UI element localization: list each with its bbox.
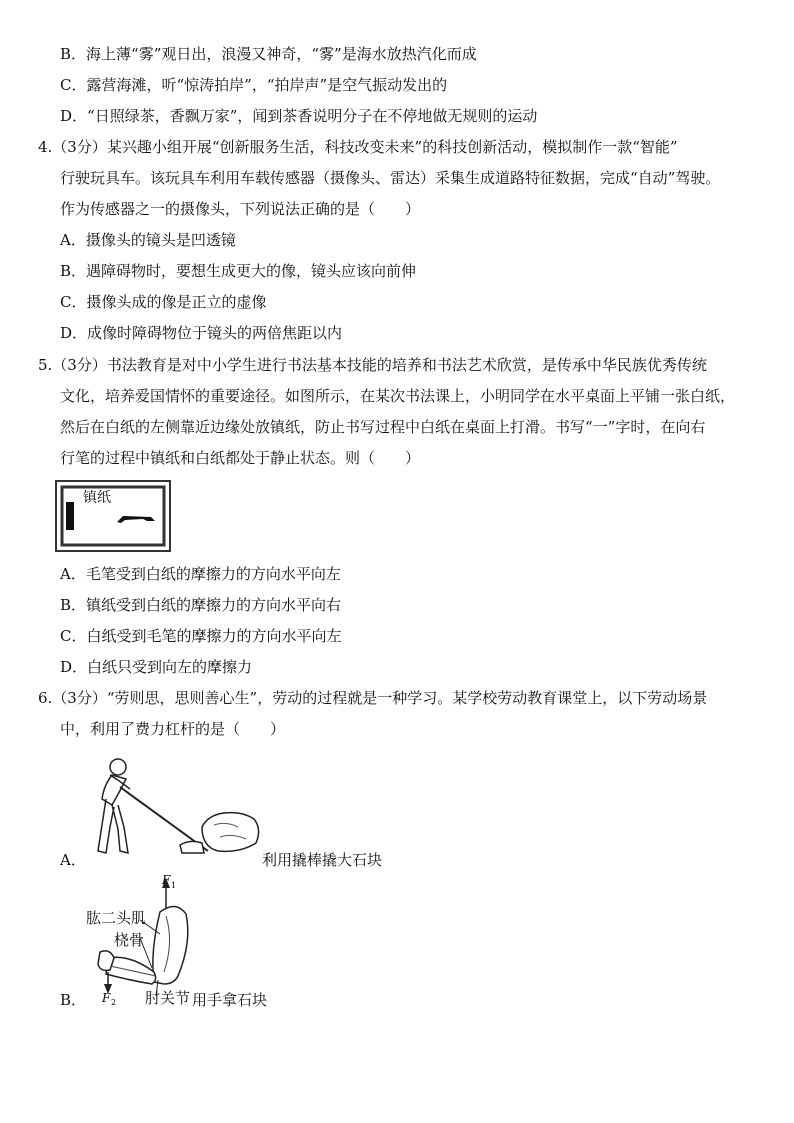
q4-stem-line3: 作为传感器之一的摄像头，下列说法正确的是（ ） [60,200,421,218]
q5-option-b: B．镇纸受到白纸的摩擦力的方向水平向右 [60,596,342,614]
q6-option-b-caption: 用手拿石块 [192,991,268,1009]
q6-stem-line1: 6.（3分）“劳则思，思则善心生”，劳动的过程就是一种学习。某学校劳动教育课堂上，以下劳动场景 [38,689,708,707]
q4-option-d: D．成像时障碍物位于镜头的两倍焦距以内 [60,324,343,342]
svg-text:2: 2 [111,998,117,1007]
q4-option-b: B．遇障碍物时，要想生成更大的像，镜头应该向前伸 [60,262,417,280]
calligraphy-desk-figure [55,480,171,552]
q6-option-b-letter: B． [60,991,87,1009]
svg-text:F: F [162,873,171,887]
label-elbow-joint: 肘关节 [145,989,191,1007]
paperweight-bar [66,502,74,530]
q3-option-c: C．露营海滩，听“惊涛拍岸”，“拍岸声”是空气振动发出的 [60,76,448,94]
q4-stem-line1: 4.（3分）某兴趣小组开展“创新服务生活，科技改变未来”的科技创新活动，模拟制作一款“智能” [38,138,678,156]
q4-option-c: C．摄像头成的像是正立的虚像 [60,293,267,311]
q3-option-d: D．“日照绿茶，香飘万家”，闻到茶香说明分子在不停地做无规则的运动 [60,107,538,125]
svg-text:1: 1 [171,881,177,890]
paperweight-label: 镇纸 [83,490,111,506]
q5-stem-line4: 行笔的过程中镇纸和白纸都处于静止状态。则（ ） [60,449,421,467]
q6-stem-line2: 中，利用了费力杠杆的是（ ） [60,720,286,738]
q5-option-a: A．毛笔受到白纸的摩擦力的方向水平向左 [60,565,341,583]
label-radius: 桡骨 [114,931,145,949]
q5-stem-line1: 5.（3分）书法教育是对中小学生进行书法基本技能的培养和书法艺术欣赏，是传承中华民族优秀传统 [38,356,707,374]
q4-stem-line2: 行驶玩具车。该玩具车利用车载传感器（摄像头、雷达）采集生成道路特征数据，完成“自动”驾驶。 [60,169,721,187]
label-biceps: 肱二头肌 [86,909,147,927]
q3-option-b: B．海上薄“雾”观日出，浪漫又神奇，“雾”是海水放热汽化而成 [60,45,477,63]
q6-option-a-caption: 利用撬棒撬大石块 [262,851,383,869]
crowbar-lever-figure [90,755,270,865]
q5-stem-line3: 然后在白纸的左侧靠近边缘处放镇纸，防止书写过程中白纸在桌面上打滑。书写“一”字时，在向右 [60,418,706,436]
svg-text:F: F [102,991,111,1005]
q4-option-a: A．摄像头的镜头是凹透镜 [60,231,236,249]
q6-option-a-letter: A． [60,851,86,869]
q5-option-d: D．白纸只受到向左的摩擦力 [60,658,253,676]
q5-option-c: C．白纸受到毛笔的摩擦力的方向水平向左 [60,627,342,645]
q5-stem-line2: 文化，培养爱国情怀的重要途径。如图所示，在某次书法课上，小明同学在水平桌面上平铺一张白纸， [60,387,736,405]
